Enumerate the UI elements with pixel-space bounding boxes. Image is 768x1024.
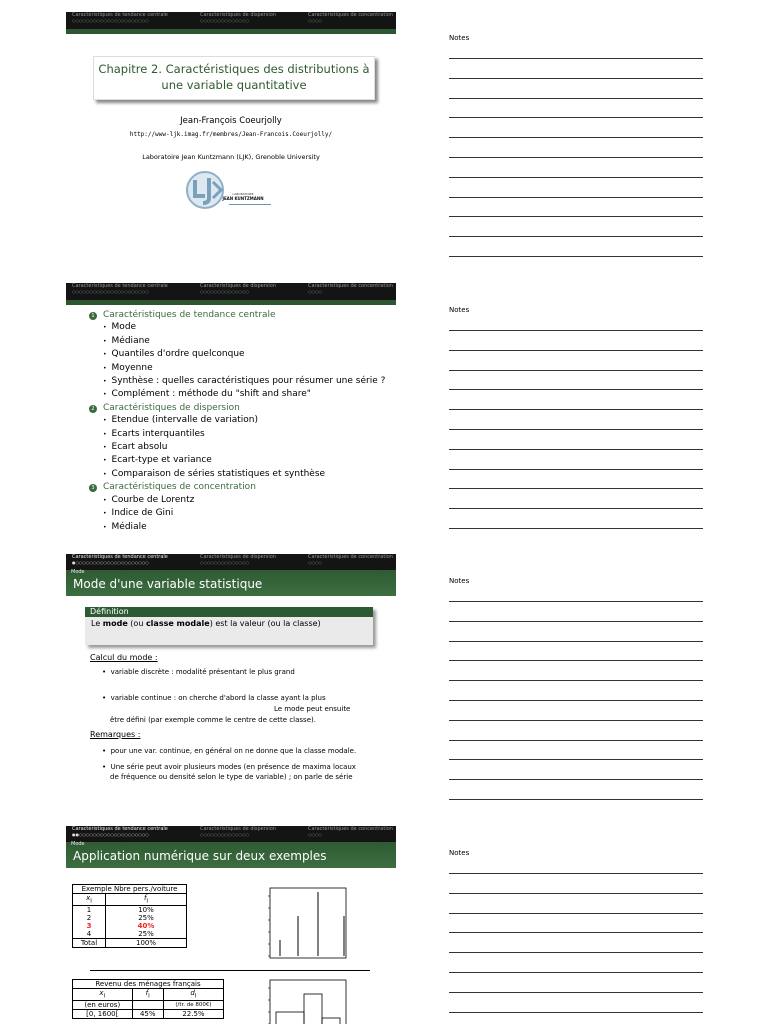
col-header-note: (/tr. de 800€) (163, 1001, 223, 1010)
notes-line (449, 58, 703, 59)
col-header-text: f (145, 989, 149, 997)
slide-title (66, 12, 396, 262)
remarques-label: Remarques : (90, 730, 141, 739)
section-title: Caractéristiques de concentration (103, 482, 256, 493)
remark-text: pour une var. continue, en général on ne donne que la classe modale. (110, 747, 357, 755)
table-row (73, 906, 187, 915)
notes-line (449, 621, 703, 622)
notes-line (449, 720, 703, 721)
progress-dots: ●○○○○○○○○○○○○○○○○○○○○○ (72, 560, 149, 565)
outline-item: • Etendue (intervalle de variation) (89, 414, 385, 427)
notes-line (449, 236, 703, 237)
outline-item: • Ecarts interquantiles (89, 428, 385, 441)
header-section-3: Caractéristiques de concentration (308, 283, 393, 289)
progress-dots: ○○○○○○○○○○○○○○○○○○○○○○ (72, 18, 149, 23)
outline-item: • Ecart absolu (89, 441, 385, 454)
notes-line (449, 508, 703, 509)
bullet-continuous-cont: être défini (par exemple comme le centre de cette classe). (110, 716, 316, 724)
progress-dots: ○○○○ (308, 289, 322, 294)
notes-line (449, 913, 703, 914)
notes-line (449, 389, 703, 390)
notes-line (449, 1012, 703, 1013)
progress-dots: ○○○○ (308, 18, 322, 23)
notes-line (449, 429, 703, 430)
plot-frame (270, 980, 346, 1024)
histogram-bar (276, 1012, 304, 1024)
ljk-logo (185, 168, 275, 212)
col-header-sub: i (146, 898, 149, 905)
notes-line (449, 740, 703, 741)
header-band (66, 300, 396, 305)
outline-item: • Courbe de Lorentz (89, 494, 385, 507)
header-section-2: Caractéristiques de dispersion (200, 12, 277, 18)
table-cell: 25% (106, 914, 187, 922)
subsection-label: Mode (71, 569, 85, 575)
table-cell: 10% (106, 906, 187, 915)
outline-item: • Ecart-type et variance (89, 454, 385, 467)
slide-header (66, 283, 396, 300)
table-cell: 45% (132, 1010, 163, 1019)
histogram-revenu (268, 978, 348, 1024)
author-url: http://www-ljk.imag.fr/membres/Jean-Francois.Coeurjolly/ (129, 131, 333, 138)
header-section-3: Caractéristiques de concentration (308, 12, 393, 18)
col-header (73, 989, 133, 1001)
table-caption: Revenu des ménages français (73, 980, 224, 989)
slide-title-text: Chapitre 2. Caractéristiques des distributions à une variable quantitative (98, 62, 370, 92)
notes-line (449, 972, 703, 973)
definition-term: mode (102, 619, 128, 628)
outline-item: • Quantiles d'ordre quelconque (89, 348, 385, 361)
section-number: 1 (89, 312, 97, 320)
notes-line (449, 78, 703, 79)
outline-item: • Comparaison de séries statistiques et synthèse (89, 468, 385, 481)
table-caption: Exemple Nbre pers./voiture (73, 885, 187, 894)
notes-line (449, 680, 703, 681)
definition-text: ) est la valeur (ou la classe) (209, 619, 321, 628)
notes-line (449, 700, 703, 701)
col-header-text: x (86, 894, 91, 902)
outline-section (89, 402, 385, 414)
table-cell: 3 (73, 922, 106, 930)
table-cell: 25% (106, 930, 187, 939)
slide-header (66, 12, 396, 29)
notes-label: Notes (449, 34, 470, 42)
progress-dots: ○○○○ (308, 832, 322, 837)
notes-label: Notes (449, 849, 470, 857)
subsection-label: Mode (71, 841, 85, 847)
table-cell: 22.5% (163, 1010, 223, 1019)
remark-2: • Une série peut avoir plusieurs modes (en présence de maxima locaux (102, 763, 356, 771)
bar-chart-voiture (268, 886, 348, 960)
notes-line (449, 488, 703, 489)
plot-bars (280, 892, 344, 956)
table-row (73, 914, 187, 922)
header-section-1: Caractéristiques de tendance centrale (72, 826, 168, 832)
outline-section (89, 309, 385, 321)
header-section-2: Caractéristiques de dispersion (200, 826, 277, 832)
notes-line (449, 932, 703, 933)
table-cell: 100% (106, 939, 187, 948)
table-row-total (73, 939, 187, 948)
remark-text: Une série peut avoir plusieurs modes (en présence de maxima locaux (110, 763, 356, 771)
header-section-1: Caractéristiques de tendance centrale (72, 12, 168, 18)
notes-line (449, 759, 703, 760)
notes-line (449, 528, 703, 529)
notes-line (449, 350, 703, 351)
notes-line (449, 992, 703, 993)
progress-dots: ○○○○ (308, 560, 322, 565)
outline-item: • Mode (89, 321, 385, 334)
calcul-label: Calcul du mode : (90, 653, 158, 662)
outline-item: • Complément : méthode du "shift and share" (89, 388, 385, 401)
histogram-bar (304, 994, 322, 1024)
table-row-highlight (73, 922, 187, 930)
bullet-discrete: • variable discrète : modalité présentant le plus grand (102, 668, 295, 676)
plot-frame (270, 888, 346, 958)
header-section-2: Caractéristiques de dispersion (200, 554, 277, 560)
col-header-text: x (99, 989, 104, 997)
notes-line (449, 157, 703, 158)
outline-item: • Indice de Gini (89, 507, 385, 520)
header-band (66, 29, 396, 34)
col-header (132, 989, 163, 1001)
col-header-sub: i (148, 993, 150, 1000)
notes-line (449, 177, 703, 178)
bullet-text: variable discrète : modalité présentant le plus grand (110, 668, 295, 676)
table-cell: 4 (73, 930, 106, 939)
notes-line (449, 660, 703, 661)
notes-line (449, 137, 703, 138)
notes-line (449, 799, 703, 800)
section-title: Caractéristiques de dispersion (103, 402, 240, 413)
header-section-3: Caractéristiques de concentration (308, 554, 393, 560)
definition-body (85, 617, 373, 631)
table-cell: 40% (106, 922, 187, 930)
slide-application (66, 826, 396, 1024)
notes-label: Notes (449, 577, 470, 585)
slide-header (66, 554, 396, 571)
col-header (73, 894, 106, 906)
progress-dots: ○○○○○○○○○○○○○○ (200, 560, 249, 565)
notes-line (449, 601, 703, 602)
remark-1: • pour une var. continue, en général on ne donne que la classe modale. (102, 747, 357, 755)
slide-header (66, 826, 396, 843)
col-header-note: (en euros) (73, 1001, 133, 1010)
notes-line (449, 256, 703, 257)
table-cell: Total (73, 939, 106, 948)
col-header-text: d (190, 989, 195, 997)
col-header-text: f (143, 894, 147, 902)
notes-label: Notes (449, 306, 470, 314)
notes-line (449, 952, 703, 953)
col-header-sub: i (194, 993, 197, 1000)
table-revenu (72, 979, 224, 1019)
definition-term: classe modale (145, 619, 210, 628)
outline-section (89, 481, 385, 493)
progress-dots: ●●○○○○○○○○○○○○○○○○○○○○ (72, 832, 149, 837)
table-cell: 1 (73, 906, 106, 915)
bullet-text: variable continue : on cherche d'abord la classe ayant la plus (110, 694, 326, 702)
header-section-3: Caractéristiques de concentration (308, 826, 393, 832)
header-section-1: Caractéristiques de tendance centrale (72, 283, 168, 289)
header-section-1: Caractéristiques de tendance centrale (72, 554, 168, 560)
section-number: 2 (89, 405, 97, 413)
notes-line (449, 197, 703, 198)
outline-item: • Médiane (89, 335, 385, 348)
slide-title-text: Mode d'une variable statistique (73, 577, 263, 591)
section-number: 3 (89, 484, 97, 492)
notes-line (449, 469, 703, 470)
bullet-continuous: • variable continue : on cherche d'abord la classe ayant la plus (102, 694, 326, 702)
col-header-sub: i (90, 898, 92, 905)
outline-item: • Médiale (89, 521, 385, 534)
separator (90, 970, 370, 971)
definition-text: (ou (127, 619, 146, 628)
outline-list (89, 309, 385, 533)
slide-outline (66, 283, 396, 533)
header-section-2: Caractéristiques de dispersion (200, 283, 277, 289)
definition-header: Définition (85, 607, 373, 617)
col-header (106, 894, 187, 906)
slide-title-text: Application numérique sur deux exemples (73, 849, 327, 863)
logo-caption: LABORATOIRE (232, 192, 254, 196)
notes-line (449, 449, 703, 450)
histogram-bar (322, 1018, 340, 1024)
notes-line (449, 893, 703, 894)
outline-item: • Synthèse : quelles caractéristiques pour résumer une série ? (89, 375, 385, 388)
col-header-sub: i (103, 993, 106, 1000)
notes-line (449, 409, 703, 410)
slide-mode-definition (66, 554, 396, 804)
table-row (73, 1010, 224, 1019)
section-title: Caractéristiques de tendance centrale (103, 310, 276, 320)
outline-item: • Moyenne (89, 362, 385, 375)
notes-line (449, 216, 703, 217)
logo-name: JEAN KUNTZMANN (222, 196, 264, 201)
bullet-continuous-cont: Le mode peut ensuite (274, 705, 351, 713)
table-cell: 2 (73, 914, 106, 922)
progress-dots: ○○○○○○○○○○○○○○ (200, 832, 249, 837)
table-voiture (72, 884, 187, 948)
table-cell: [0, 1600[ (73, 1010, 133, 1019)
progress-dots: ○○○○○○○○○○○○○○ (200, 289, 249, 294)
table-row (73, 930, 187, 939)
title-box (93, 56, 375, 100)
progress-dots: ○○○○○○○○○○○○○○○○○○○○○○ (72, 289, 149, 294)
notes-line (449, 370, 703, 371)
lab-name: Laboratoire Jean Kuntzmann (LJK), Grenoble University (142, 153, 320, 161)
definition-box (85, 607, 373, 645)
notes-line (449, 641, 703, 642)
notes-line (449, 117, 703, 118)
remark-2-cont: de fréquence ou densité selon le type de variable) ; on parle de série (110, 773, 353, 781)
notes-line (449, 330, 703, 331)
notes-line (449, 779, 703, 780)
col-header (163, 989, 223, 1001)
definition-text: Le (91, 619, 103, 628)
progress-dots: ○○○○○○○○○○○○○○ (200, 18, 249, 23)
author: Jean-François Coeurjolly (180, 116, 282, 126)
notes-line (449, 873, 703, 874)
notes-line (449, 98, 703, 99)
